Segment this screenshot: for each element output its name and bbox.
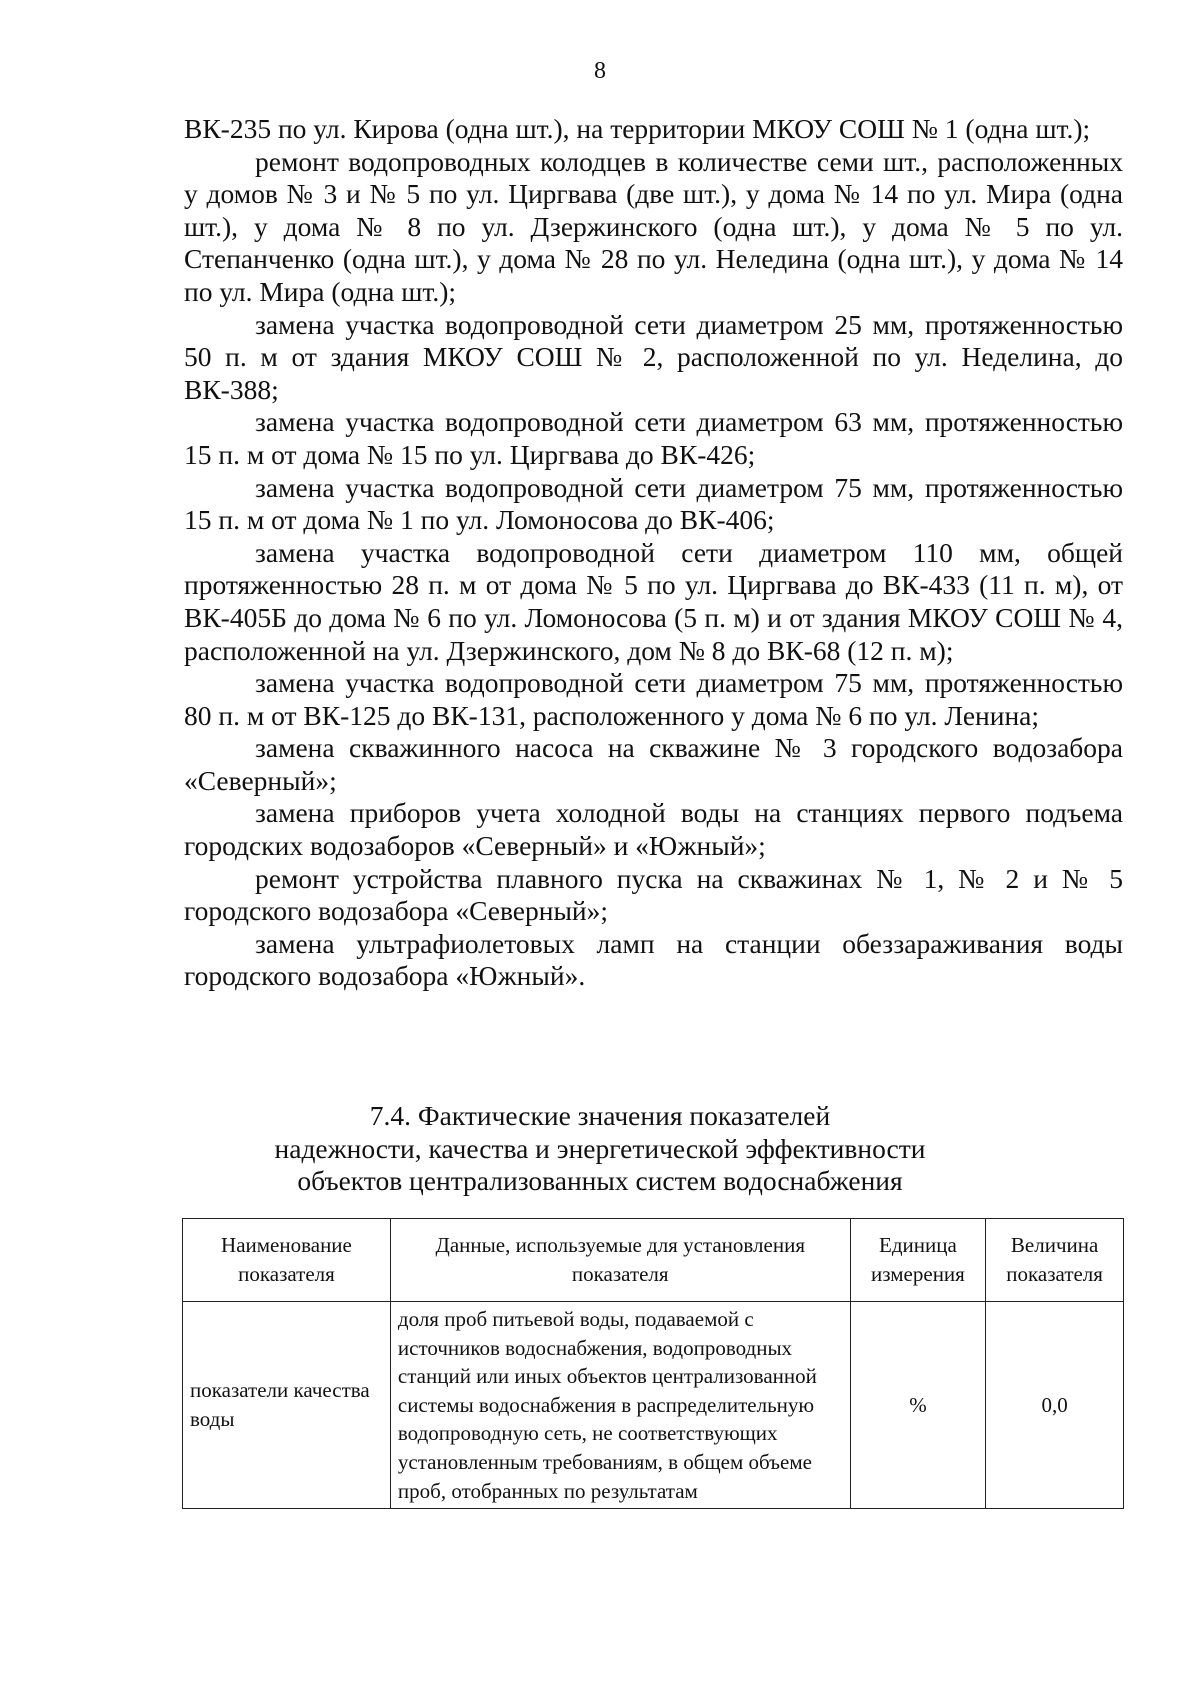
header-unit: Единица измерения xyxy=(850,1219,986,1302)
paragraph-pipe-75mm-lenina: замена участка водопроводной сети диаметром 75 мм, протяженностью 80 п. м от ВК-125 до ВК-131, расположенного у дома № 6 по ул. Ленина; xyxy=(184,667,1123,731)
paragraph-well-repair: ремонт водопроводных колодцев в количестве семи шт., расположенных у домов № 3 и № 5 по ул. Циргвава (две шт.), у дома № 14 по ул. Мира (одна шт.), у дома № 8 по ул. Дзержинского (одна шт.), у дома № 5 по ул. Степанченко (одна шт.), у дома № 28 по ул. Неледина (одна шт.), у дома № 14 по ул. Мира (одна шт.); xyxy=(184,145,1123,307)
paragraph-pump-replacement: замена скважинного насоса на скважине № 3 городского водозабора «Северный»; xyxy=(184,732,1123,796)
paragraph-pipe-63mm: замена участка водопроводной сети диаметром 63 мм, протяженностью 15 п. м от дома № 15 по ул. Циргвава до ВК-426; xyxy=(184,406,1123,470)
paragraph-uv-lamps: замена ультрафиолетовых ламп на станции обеззараживания воды городского водозабора «Южный». xyxy=(184,927,1123,992)
cell-unit: % xyxy=(850,1302,986,1509)
table-row xyxy=(183,1302,1124,1509)
section-title-line-1: 7.4. Фактические значения показателей xyxy=(369,1100,831,1131)
header-indicator-name: Наименование показателя xyxy=(183,1219,391,1302)
cell-indicator-name: показатели качества воды xyxy=(183,1302,391,1509)
cell-indicator-data: доля проб питьевой воды, подаваемой с источников водоснабжения, водопроводных станций или иных объектов централизованной системы водоснабжения в распределительную водопроводную сеть, не соответствующих установленным требованиям, в общем объеме проб, отобранных по результатам xyxy=(390,1302,850,1509)
page-number: 8 xyxy=(594,58,606,84)
section-title xyxy=(0,1100,1200,1198)
paragraph-meters-replacement: замена приборов учета холодной воды на станциях первого подъема городских водозаборов «Северный» и «Южный»; xyxy=(184,797,1123,862)
section-title-line-2: надежности, качества и энергетической эффективности xyxy=(274,1132,926,1164)
paragraph-pipe-25mm: замена участка водопроводной сети диаметром 25 мм, протяженностью 50 п. м от здания МКОУ СОШ № 2, расположенной по ул. Неделина, до ВК-388; xyxy=(184,308,1123,405)
table-header-row xyxy=(183,1219,1124,1302)
section-title-line-3: объектов централизованных систем водоснабжения xyxy=(297,1165,903,1197)
header-value: Величина показателя xyxy=(986,1219,1124,1302)
indicators-table xyxy=(182,1218,1124,1509)
header-indicator-data: Данные, используемые для установления показателя xyxy=(390,1219,850,1302)
body-text xyxy=(184,113,1123,993)
paragraph-pipe-110mm: замена участка водопроводной сети диаметром 110 мм, общей протяженностью 28 п. м от дома № 5 по ул. Циргвава до ВК-433 (11 п. м), от ВК-405Б до дома № 6 по ул. Ломоносова (5 п. м) и от здания МКОУ СОШ № 4, расположенной на ул. Дзержинского, дом № 8 до ВК-68 (12 п. м); xyxy=(184,536,1123,666)
paragraph-continuation: ВК-235 по ул. Кирова (одна шт.), на территории МКОУ СОШ № 1 (одна шт.); xyxy=(184,113,1091,144)
paragraph-pipe-75mm-lomonosova: замена участка водопроводной сети диаметром 75 мм, протяженностью 15 п. м от дома № 1 по ул. Ломоносова до ВК-406; xyxy=(184,471,1123,536)
cell-value: 0,0 xyxy=(986,1302,1124,1509)
paragraph-soft-start-repair: ремонт устройства плавного пуска на скважинах № 1, № 2 и № 5 городского водозабора «Северный»; xyxy=(184,862,1123,927)
